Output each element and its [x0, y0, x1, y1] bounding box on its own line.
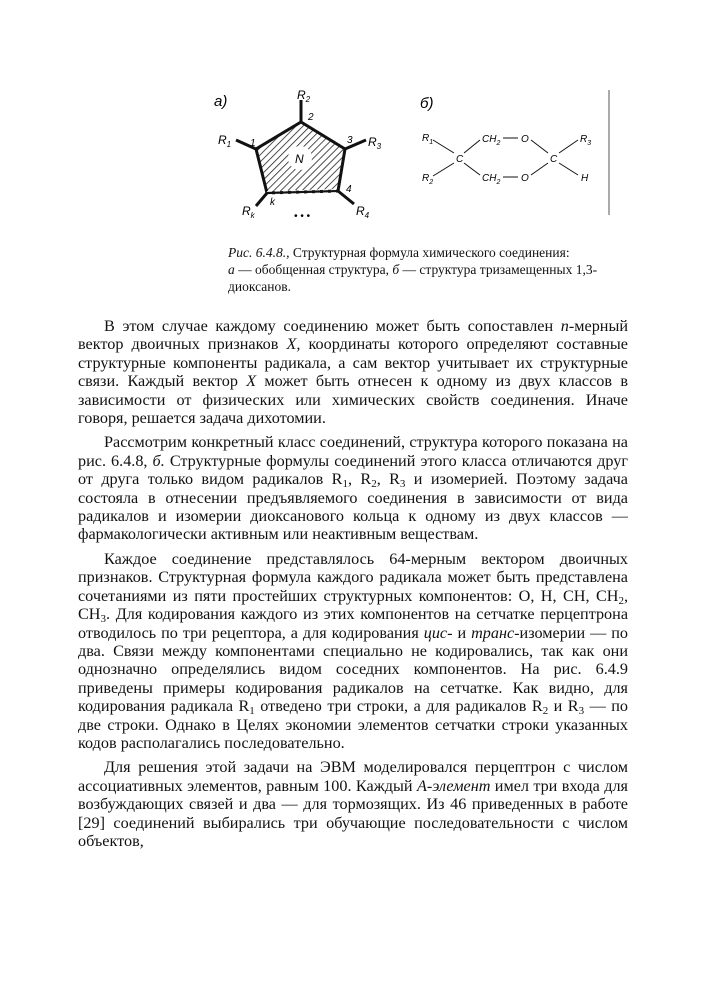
svg-text:R3: $R_3$	[580, 134, 592, 147]
body-text	[78, 317, 628, 856]
panel-b-label: б)	[420, 95, 434, 112]
panel-a-generalized-structure	[214, 88, 382, 222]
vertex-1-label: 1	[250, 138, 256, 149]
vertex-2-label: 2	[308, 112, 314, 123]
paragraph-1: В этом случае каждому соединению может быть сопоставлен n-мерный вектор двоичных признаков X, координаты которого определяют составные структурные компоненты радикала, а сам вектор учитывает их структурные связи. Каждый вектор X может быть отнесен к одному из двух классов в зависимости от физических или химических свойств соединения. Иначе говоря, решается задача дихотомии.	[78, 317, 628, 428]
panel-a-label: а)	[214, 93, 228, 110]
vertex-k-label: k	[270, 197, 275, 208]
svg-text:CH2: $CH_2$	[482, 134, 501, 147]
svg-text:R2: $R_2$	[422, 173, 434, 186]
svg-text:R1: $R_1$	[218, 133, 232, 149]
svg-text:C: C	[456, 154, 464, 165]
svg-text:CH2: $CH_2$	[482, 173, 501, 186]
svg-text:O: O	[521, 173, 529, 184]
paragraph-2: Рассмотрим конкретный класс соединений, структура которого показана на рис. 6.4.8, б. Структурные формулы соединений этого класса отличаются друг от друга только видом радикалов $R_1$, $R_2$, $R_3$ и изомерией. Поэтому задача состояла в отнесении предъявляемого соединения в зависимости от вида радикалов и изомерии диоксанового кольца к одному из двух классов — фармакологически активным или неактивным веществам.	[78, 433, 628, 544]
structural-formula-figure	[200, 80, 620, 240]
paragraph-3: Каждое соединение представлялось 64-мерным вектором двоичных признаков. Структурная формула каждого радикала может быть представлена сочетаниями из пяти простейших структурных компонентов: О, Н, СН, $СН_2$, $СН_3$. Для кодирования каждого из этих компонентов на сетчатке перцептрона отводилось по три рецептора, а для кодирования цис- и транс-изомерии — по два. Связи между компонентами специально не кодировались, так как они однозначно определялись видом соседних компонентов. На рис. 6.4.9 приведены примеры кодирования радикалов на сетчатке. Как видно, для кодирования радикала $R_1$ отведено три строки, а для радикалов $R_2$ и $R_3$ — по две строки. Однако в Целях экономии элементов сетчатки строки указанных кодов располагались последовательно.	[78, 549, 629, 752]
paragraph-4: Для решения этой задачи на ЭВМ моделировался перцептрон с числом ассоциативных элементов, равным 100. Каждый А-элемент имел три входа для возбуждающих связей и два — для тормозящих. Из 46 приведенных в работе [29] соединений выбирались три обучающие последовательности с числом объектов,	[78, 758, 628, 850]
svg-text:Rk: $R_k$	[242, 204, 255, 220]
svg-text:H: H	[581, 173, 589, 184]
vertex-3-label: 3	[347, 135, 353, 146]
ring-n-label: N	[295, 152, 304, 166]
ellipsis-dots: • • •	[294, 211, 311, 222]
svg-text:R2: $R_2$	[297, 88, 311, 104]
vertex-4-label: 4	[346, 184, 352, 195]
panel-b-dioxane-structure	[420, 90, 609, 215]
svg-text:R3: $R_3$	[368, 135, 382, 151]
figure-caption: Рис. 6.4.8., Структурная формула химического соединения: а — обобщенная структура, б — структура тризамещенных 1,3-диоксанов.	[228, 245, 598, 294]
svg-text:C: C	[550, 154, 558, 165]
svg-text:R4: $R_4$	[356, 204, 370, 220]
svg-text:O: O	[521, 134, 529, 145]
svg-text:R1: $R_1$	[422, 133, 434, 146]
